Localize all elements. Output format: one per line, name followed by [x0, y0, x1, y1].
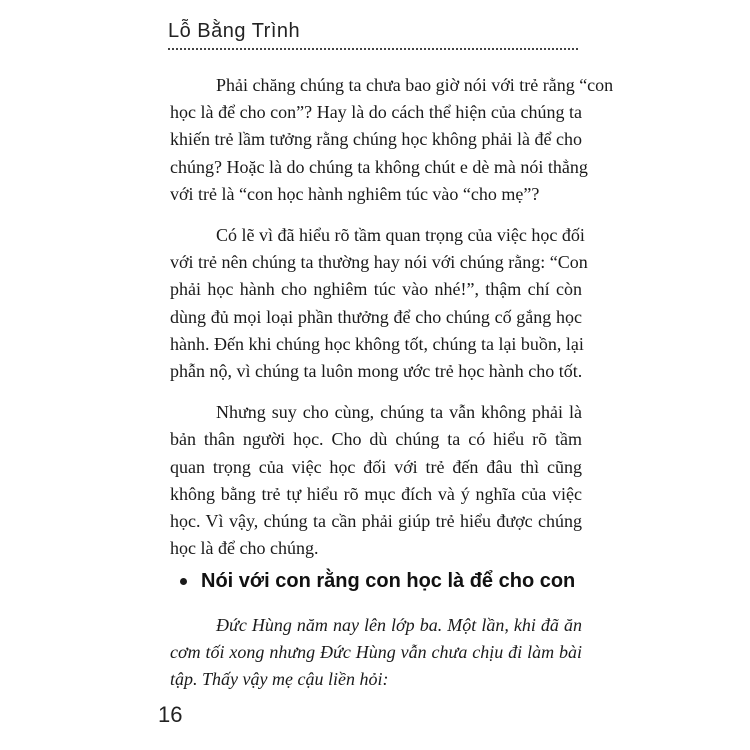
text-line: với trẻ là “con học hành nghiêm túc vào “cho mẹ”?	[170, 183, 540, 204]
header-dotted-rule	[168, 48, 578, 50]
paragraph-3	[170, 399, 582, 562]
text-line: khiến trẻ lầm tưởng rằng chúng học không phải là để cho	[170, 129, 582, 150]
section-heading-text: Nói với con rằng con học là để cho con	[201, 570, 576, 592]
story-line: Đức Hùng năm nay lên lớp ba. Một lần, khi đã ăn	[216, 615, 582, 635]
text-line: phải học hành cho nghiêm túc vào nhé!”, thậm chí còn	[170, 279, 582, 300]
text-line: Nhưng suy cho cùng, chúng ta vẫn không phải là	[216, 402, 582, 423]
paragraph-2	[170, 222, 588, 385]
body-text	[170, 72, 614, 576]
page-number: 16	[158, 702, 183, 727]
text-line: Có lẽ vì đã hiểu rõ tầm quan trọng của việc học đối	[216, 225, 585, 246]
story-line: tập. Thấy vậy mẹ cậu liền hỏi:	[170, 669, 389, 690]
text-line: hành. Đến khi chúng học không tốt, chúng ta lại buồn, lại	[170, 333, 584, 354]
text-line: học. Vì vậy, chúng ta cần phải giúp trẻ hiểu được chúng	[170, 511, 582, 532]
story-line: cơm tối xong nhưng Đức Hùng vẫn chưa chịu đi làm bài	[170, 642, 582, 663]
text-line: phẫn nộ, vì chúng ta luôn mong ước trẻ học hành cho tốt.	[170, 361, 583, 382]
text-line: không bằng trẻ tự hiểu rõ mục đích và ý nghĩa của việc	[170, 483, 582, 504]
story-text	[170, 612, 582, 694]
author-name: Lỗ Bằng Trình	[168, 20, 301, 42]
text-line: chúng? Hoặc là do chúng ta không chút e dè mà nói thẳng	[170, 156, 588, 177]
section-heading	[180, 570, 575, 593]
text-line: với trẻ nên chúng ta thường hay nói với chúng rằng: “Con	[170, 252, 588, 273]
text-line: Phải chăng chúng ta chưa bao giờ nói với trẻ rằng “con	[216, 75, 614, 95]
text-line: quan trọng của việc học đối với trẻ đến đâu thì cũng	[170, 456, 582, 477]
paragraph-1	[170, 72, 614, 208]
text-line: học là để cho con”? Hay là do cách thể hiện của chúng ta	[170, 102, 582, 123]
bullet-icon	[180, 578, 187, 585]
text-line: bản thân người học. Cho dù chúng ta có hiểu rõ tầm	[170, 429, 582, 450]
running-header	[168, 18, 578, 50]
text-line: dùng đủ mọi loại phần thưởng để cho chúng cố gắng học	[170, 306, 582, 327]
text-line: học là để cho chúng.	[170, 538, 319, 559]
